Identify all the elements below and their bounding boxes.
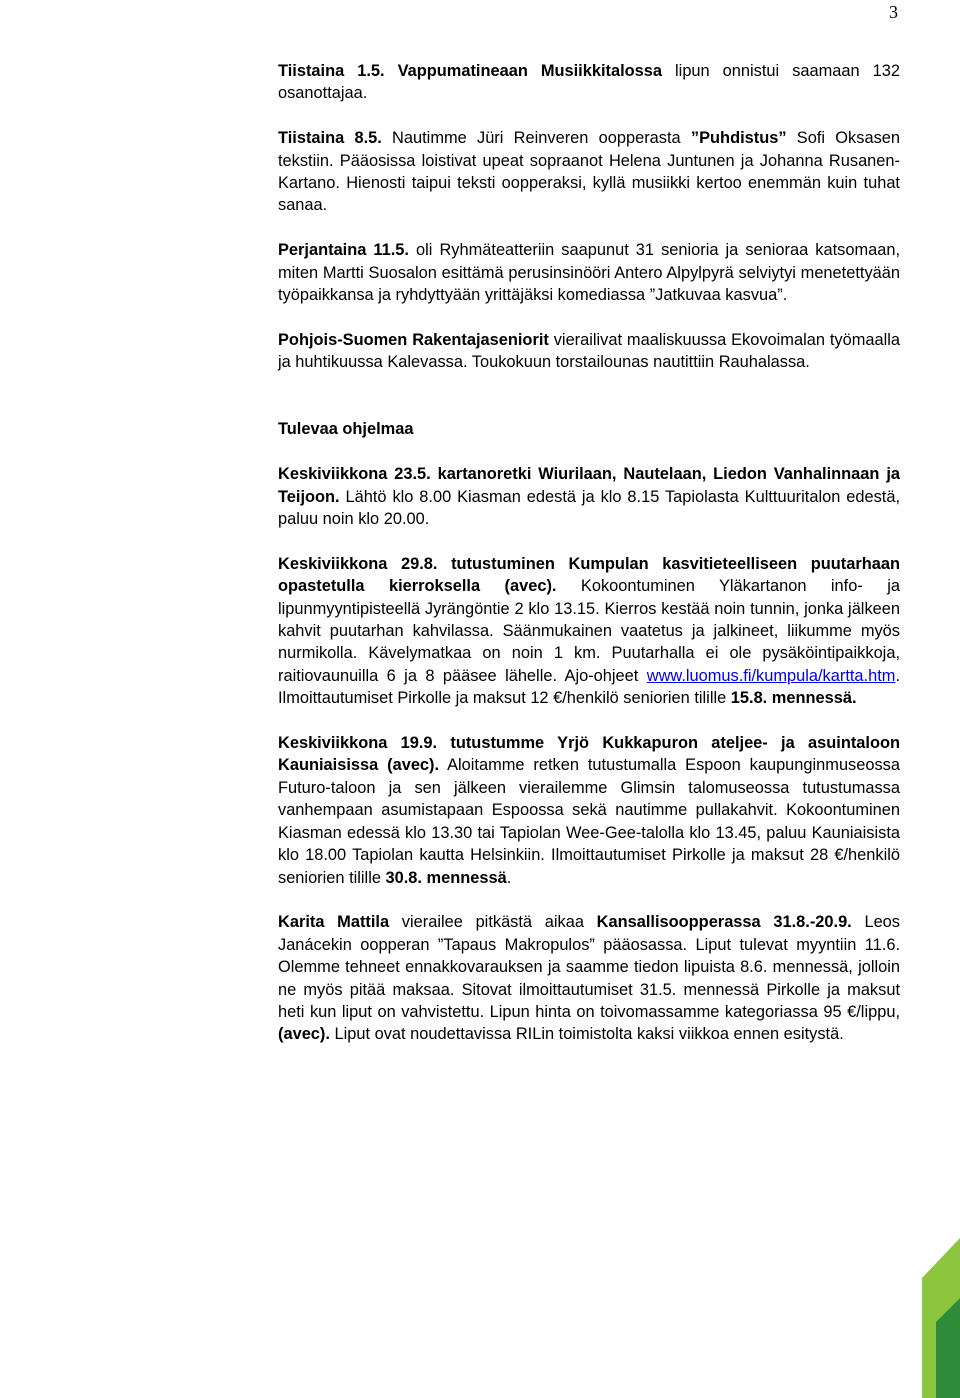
paragraph-rakentajaseniorit: Pohjois-Suomen Rakentajaseniorit vierailivat maaliskuussa Ekovoimalan työmaalla ja huhtikuussa Kalevassa. Toukokuun torstailounas nautittiin Rauhalassa. [278,330,900,372]
paragraph-ryhmateatteri: Perjantaina 11.5. oli Ryhmäteatteriin saapunut 31 senioria ja senioraa katsomaan, miten Martti Suosalon esittämä perusinsinööri Antero Alpylpyrä selviytyi menetettyään työpaikkansa ja ryhdyttyään yrittäjäksi komediassa ”Jatkuvaa kasvua”. [278,241,901,305]
paragraph-kartanoretki: Keskiviikkona 23.5. kartanoretki Wiurilaan, Nautelaan, Liedon Vanhalinnaan ja Teijoon. Lähtö klo 8.00 Kiasman edestä ja klo 8.15 Tapiolasta Kulttuuritalon edestä, paluu noin klo 20.00. [278,465,900,529]
paragraph-kumpula: Keskiviikkona 29.8. tutustuminen Kumpulan kasvitieteelliseen puutarhaan opastetulla kierroksella (avec). Kokoontuminen Yläkartanon info- ja lipunmyyntipisteellä Jyrängöntie 2 klo 13.15. Kierros kestää noin tunnin, jonka jälkeen kahvit puutarhan kahvilassa. Säänmukainen vaatetus ja jalkineet, liikumme myös nurmikolla. Kävelymatkaa on noin 1 km. Puutarhalla ei ole pysäköintipaikkoja, raitiovaunuilla 6 ja 8 pääsee lähelle. Ajo-ohjeet www.luomus.fi/kumpula/kartta.htm. Ilmoittautumiset Pirkolle ja maksut 12 €/henkilö seniorien tilille 15.8. mennessä. [278,554,900,708]
corner-decoration [900,1238,960,1398]
page-number: 3 [889,2,898,22]
paragraph-vappumatinea: Tiistaina 1.5. Vappumatineaan Musiikkitalossa lipun onnistui saamaan 132 osanottajaa. [278,62,900,103]
section-heading: Tulevaa ohjelmaa [278,420,414,439]
paragraph-karita-mattila: Karita Mattila vierailee pitkästä aikaa Kansallisoopperassa 31.8.-20.9. Leos Janácekin oopperan ”Tapaus Makropulos” pääosassa. Liput tulevat myyntiin 11.6. Olemme tehneet ennakkovarauksen ja saamme tiedon lipuista 8.6. mennessä, jolloin ne myös pitää maksaa. Sitovat ilmoittautumiset 31.5. mennessä Pirkolle ja maksut heti kun liput on vahvistettu. Lipun hinta on toivomassamme kategoriassa 95 €/lippu, (avec). Liput ovat noudettavissa RILin toimistolta kaksi viikkoa ennen esitystä. [278,913,900,1044]
paragraph-puhdistus: Tiistaina 8.5. Nautimme Jüri Reinveren oopperasta ”Puhdistus” Sofi Oksasen tekstiin. Pääosissa loistivat upeat sopraanot Helena Juntunen ja Johanna Rusanen-Kartano. Hienosti taipui teksti oopperaksi, kyllä musiikki kertoo enemmän kuin tuhat sanaa. [278,129,900,215]
paragraph-kukkapuro: Keskiviikkona 19.9. tutustumme Yrjö Kukkapuron ateljee- ja asuintaloon Kauniaisissa (avec). Aloitamme retken tutustumalla Espoon kaupunginmuseossa Futuro-taloon ja sen jälkeen vierailemme Glimsin talomuseossa tutustumassa vanhempaan asumistapaan Espoossa sekä nautimme pullakahvit. Kokoontuminen Kiasman edessä klo 13.30 tai Tapiolan Wee-Gee-talolla klo 13.45, paluu Kauniaisista klo 18.00 Tapiolan kautta Helsinkiin. Ilmoittautumiset Pirkolle ja maksut 28 €/henkilö seniorien tilille 30.8. mennessä. [278,734,900,887]
newsletter-body [278,60,900,1068]
kumpula-map-link[interactable]: www.luomus.fi/kumpula/kartta.htm [646,666,896,685]
